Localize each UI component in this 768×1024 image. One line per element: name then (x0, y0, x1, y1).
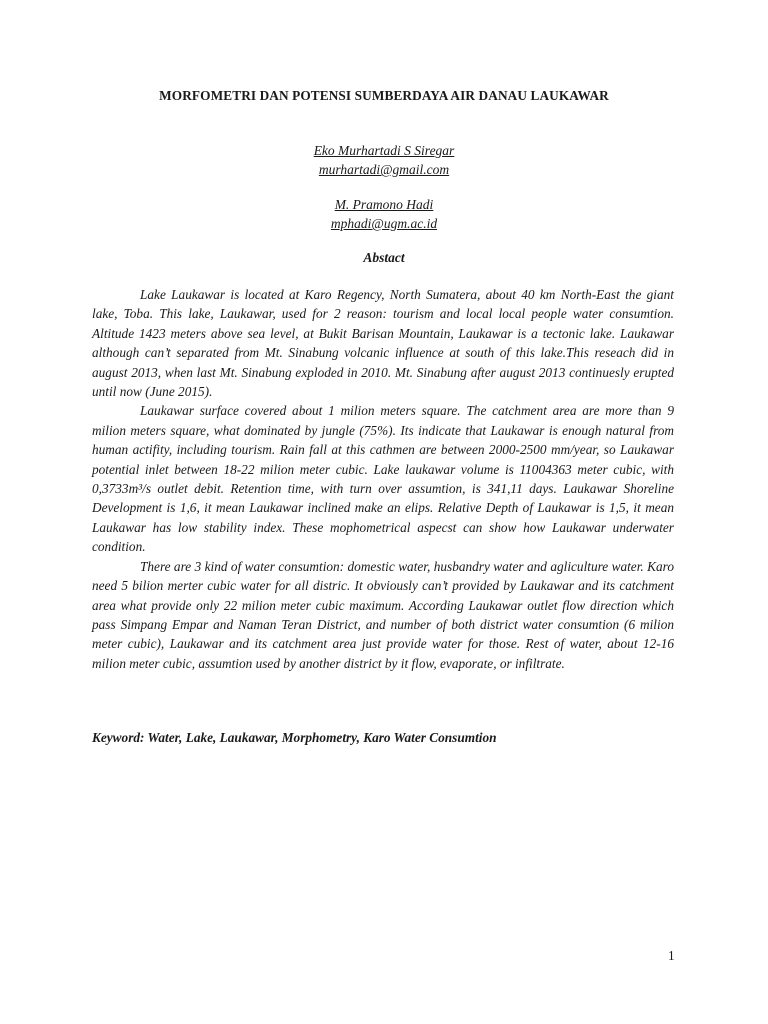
paper-title: MORFOMETRI DAN POTENSI SUMBERDAYA AIR DANAU LAUKAWAR (159, 88, 609, 103)
author-2-email[interactable]: mphadi@ugm.ac.id (330, 216, 438, 231)
abstract-body (92, 285, 674, 673)
author-1-email[interactable]: murhartadi@gmail.com (318, 162, 450, 177)
page-number: 1 (668, 948, 675, 963)
author-1-name: Eko Murhartadi S Siregar (313, 143, 455, 158)
abstract-heading: Abstact (363, 250, 405, 265)
author-1 (0, 141, 768, 179)
author-2-name: M. Pramono Hadi (334, 197, 434, 212)
abstract-paragraph-2: Laukawar surface covered about 1 milion meters square. The catchment area are more than 9 milion meters square, what dominated by jungle (75%). Its indicate that Laukawar is enough natural from human actifity, including tourism. Rain fall at this cathmen are between 2000-2500 mm/year, so Laukawar potential inlet between 18-22 milion meter cubic. Lake laukawar volume is 11004363 meter cubic, with 0,3733m³/s outlet debit. Retention time, with turn over assumtion, is 341,11 days. Laukawar Shoreline Development is 1,6, it mean Laukawar inclined make an elips. Relative Depth of Laukawar is 1,5, it mean Laukawar has low stability index. These mophometrical aspecst can show how Laukawar underwater condition. (92, 403, 674, 555)
abstract-paragraph-1: Lake Laukawar is located at Karo Regency, North Sumatera, about 40 km North-East the giant lake, Toba. This lake, Laukawar, used for 2 reason: tourism and local local people water consumtion. Altitude 1423 meters above sea level, at Bukit Barisan Mountain, Laukawar is a tectonic lake. Laukawar although can’t separated from Mt. Sinabung volcanic influence at south of this lake.This reseach did in august 2013, when last Mt. Sinabung exploded in 2010. Mt. Sinabung after august 2013 continuesly erupted until now (June 2015). (92, 287, 674, 400)
author-2 (0, 195, 768, 233)
keywords: Keyword: Water, Lake, Laukawar, Morphometry, Karo Water Consumtion (92, 730, 497, 745)
abstract-paragraph-3: There are 3 kind of water consumtion: domestic water, husbandry water and agliculture water. Karo need 5 bilion merter cubic water for all distric. It obviously can’t provided by Laukawar and its catchment area what provide only 22 milion meter cubic maximum. According Laukawar outlet flow direction which pass Simpang Empar and Naman Teran District, and number of both district water consumtion (6 milion meter cubic), Laukawar and its catchment area just provide water for those. Rest of water, about 12-16 milion meter cubic, assumtion used by another district by it flow, evaporate, or infiltrate. (92, 558, 674, 671)
